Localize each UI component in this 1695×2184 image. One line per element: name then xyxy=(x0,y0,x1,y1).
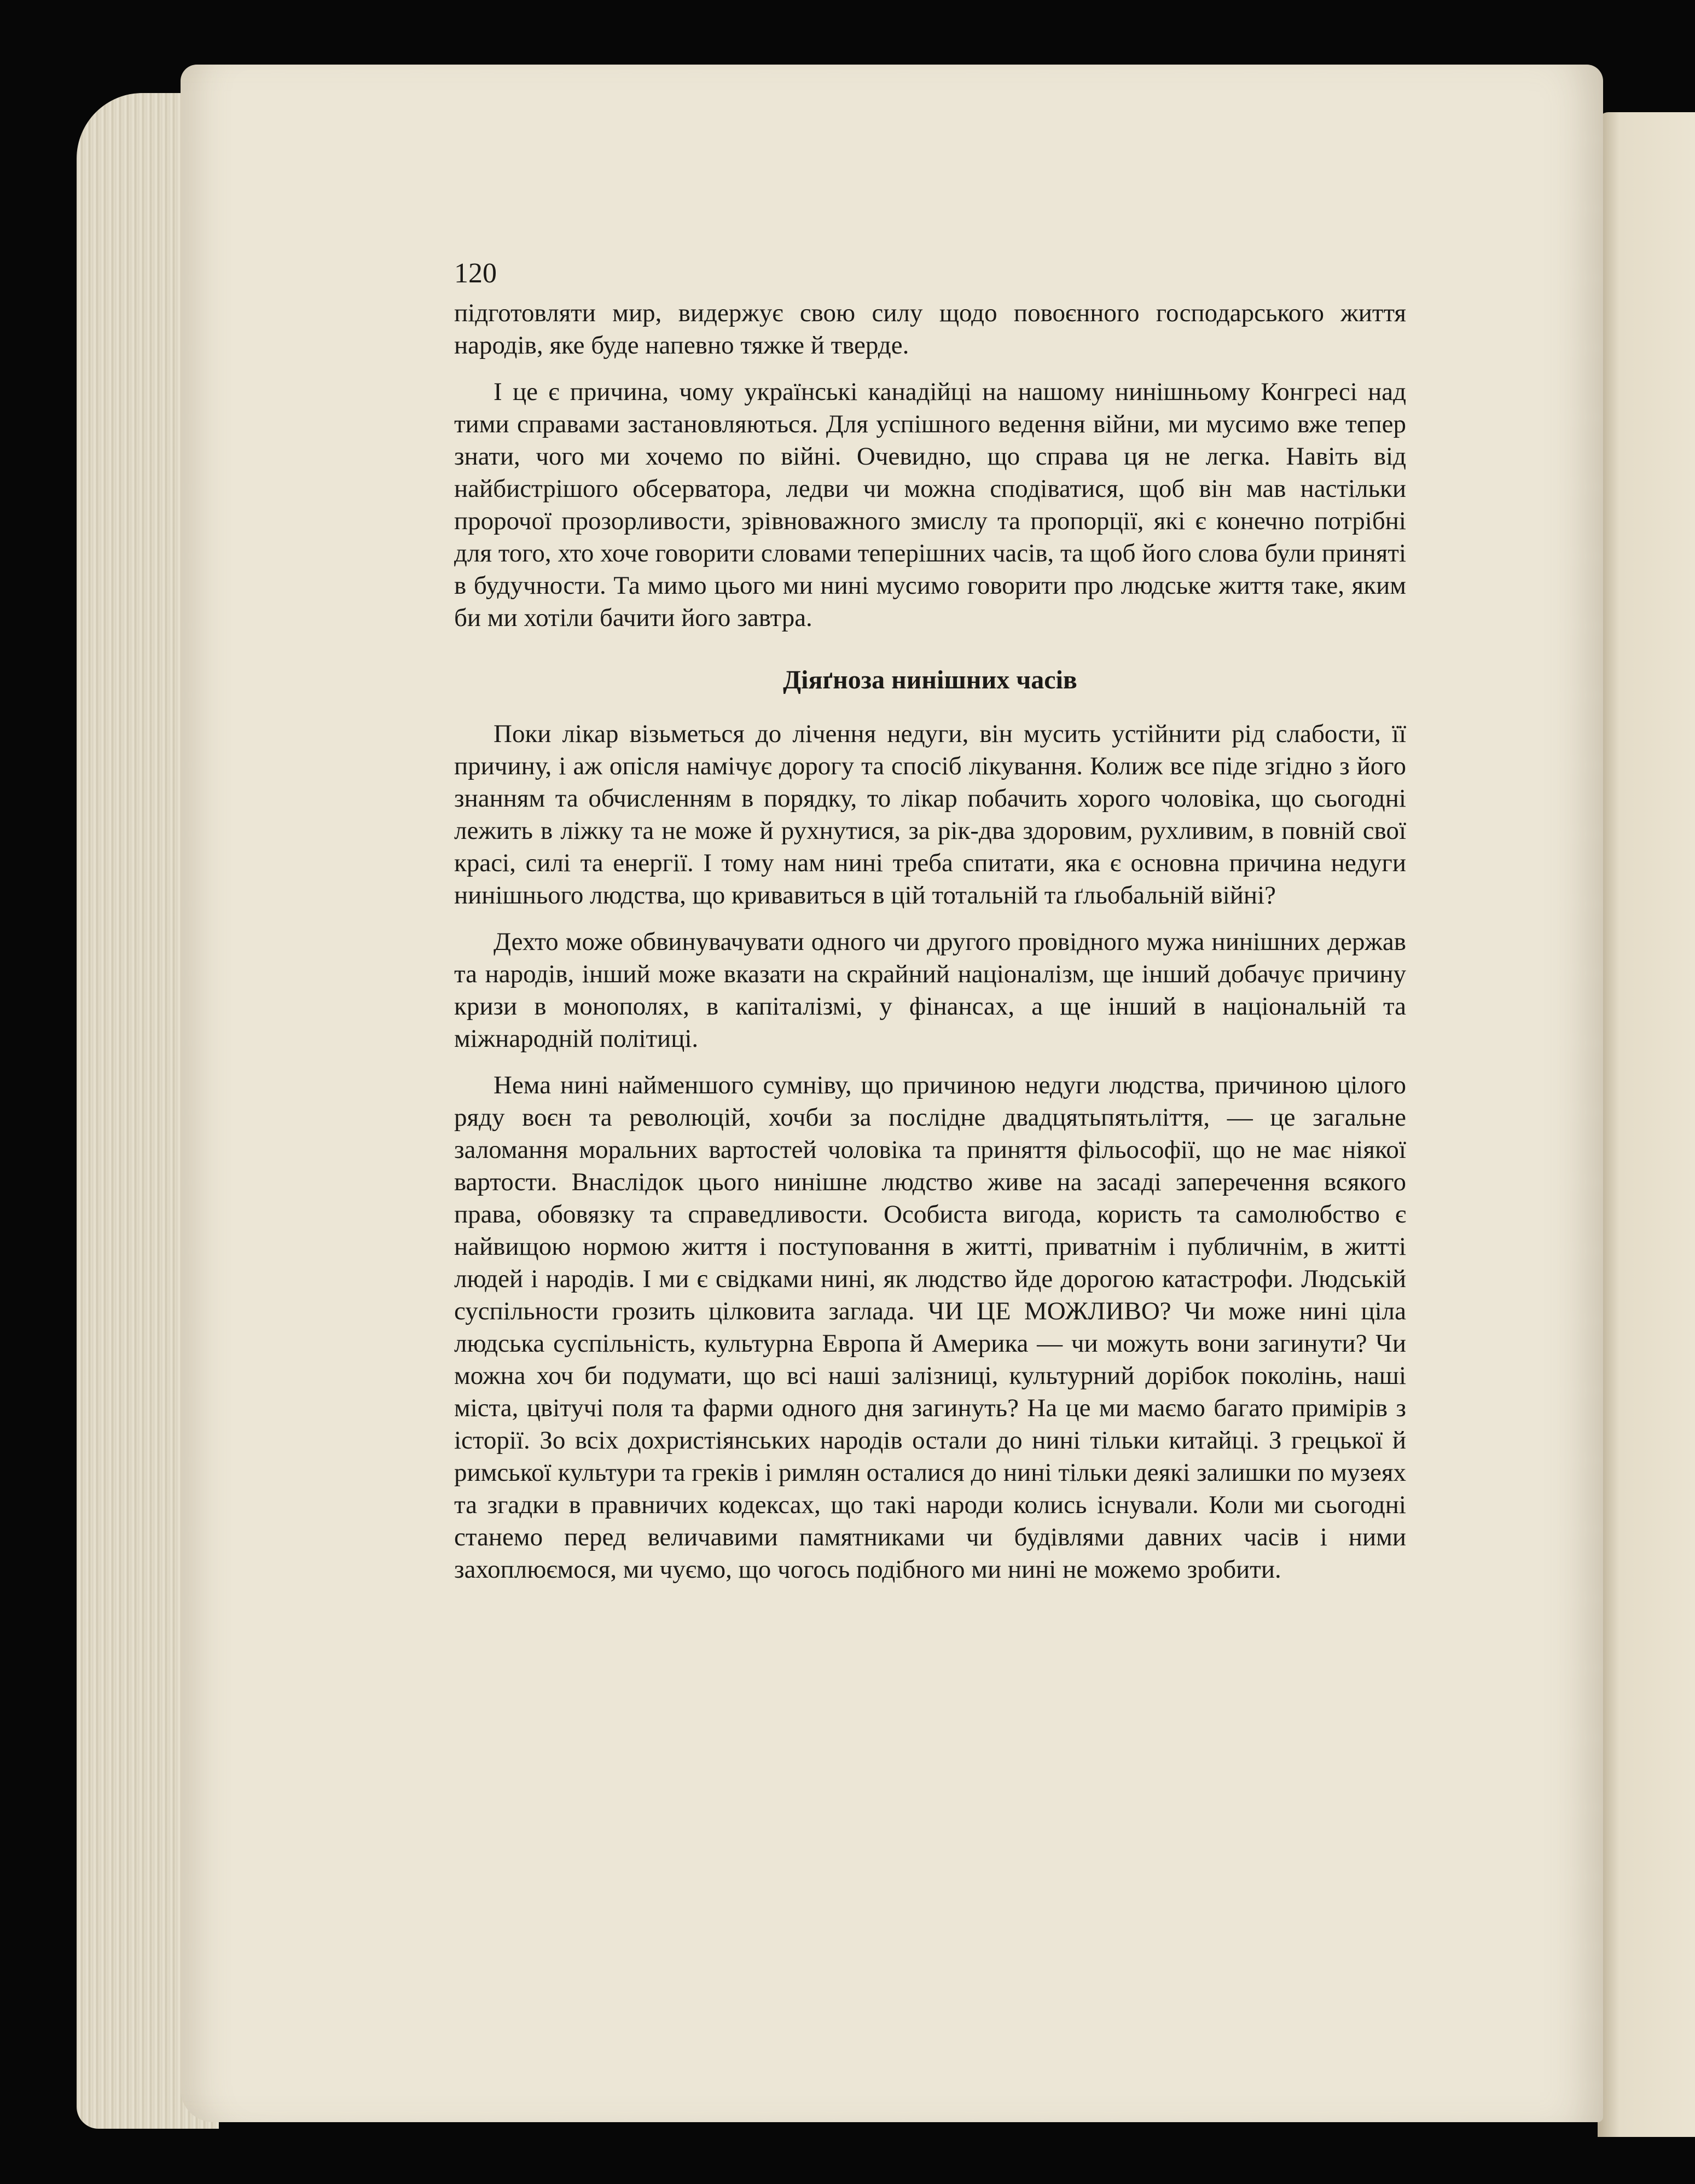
page-number: 120 xyxy=(454,258,497,289)
paragraph: І це є причина, чому українські канадійці на нашому нинішньому Конгресі над тими справами застановляються. Для успішного ведення війни, ми мусимо вже тепер знати, чого ми хочемо по війні. Очевидно, що справа ця не легка. Навіть від найбистрішого обсерватора, ледви чи можна сподіватися, щоб він мав настільки пророчої прозорливости, зрівноважного змислу та пропорції, які є конечно потрібні для того, хто хоче говорити словами теперішних часів, та щоб його слова були приняті в будучности. Та мимо цього ми нині мусимо говорити про людське життя таке, яким би ми хотіли бачити його завтра. xyxy=(454,378,1406,632)
paragraph-continued: підготовляти мир, видержує свою силу щодо повоєнного господарського життя народів, яке буде напевно тяжке й тверде. xyxy=(454,299,1406,360)
paragraph: Поки лікар візьметься до лічення недуги, він мусить устійнити рід слабости, її причину, і аж опісля намічує дорогу та спосіб лікування. Колиж все піде згідно з його знанням та обчисленням в порядку, то лікар побачить хорого чоловіка, що сьогодні лежить в ліжку та не може й рухнутися, за рік-два здоровим, рухливим, в повній свої красі, силі та енергії. І тому нам нині треба спитати, яка є основна причина недуги нинішнього людства, що кривавиться в цій тотальній та ґльобальній війні? xyxy=(454,720,1406,909)
section-heading: Діяґноза нинішних часів xyxy=(783,665,1077,694)
paragraph: Дехто може обвинувачувати одного чи другого провідного мужа нинішних держав та народів, інший може вказати на скрайний націоналізм, ще інший добачує причину кризи в монополях, в капіталізмі, у фінансах, а ще інший в національній та міжнародній політиці. xyxy=(454,928,1406,1053)
paragraph: Нема нині найменшого сумніву, що причиною недуги людства, причиною цілого ряду воєн та революцій, хочби за послідне двадцятьпятьліття, — це загальне заломання моральних вартостей чоловіка та приняття фільософії, що не має ніякої вартости. Внаслідок цього нинішне людство живе на засаді заперечення всякого права, обовязку та справедливости. Особиста вигода, користь та самолюбство є найвищою нормою життя і поступовання в житті, приватнім і публичнім, в житті людей і народів. І ми є свідками нині, як людство йде дорогою катастрофи. Людській суспільности грозить цілковита заглада. ЧИ ЦЕ МОЖЛИВО? Чи може нині ціла людська суспільність, культурна Европа й Америка — чи можуть вони загинути? Чи можна хоч би подумати, що всі наші залізниці, культурний дорібок поколінь, наші міста, цвітучі поля та фарми одного дня загинуть? На це ми маємо багато примірів з історії. Зо всіх дохристіянських народів остали до нині тільки китайці. З грецької й римської культури та греків і римлян осталися до нині тільки деякі залишки по музеях та згадки в правничих кодексах, що такі народи колись існували. Коли ми сьогодні станемо перед величавими памятниками чи будівлями давних часів і ними захоплюємося, ми чуємо, що чогось подібного ми нині не можемо зробити. xyxy=(454,1071,1406,1584)
facing-page-edge xyxy=(1598,112,1695,2137)
page-text-block xyxy=(454,257,1406,1600)
